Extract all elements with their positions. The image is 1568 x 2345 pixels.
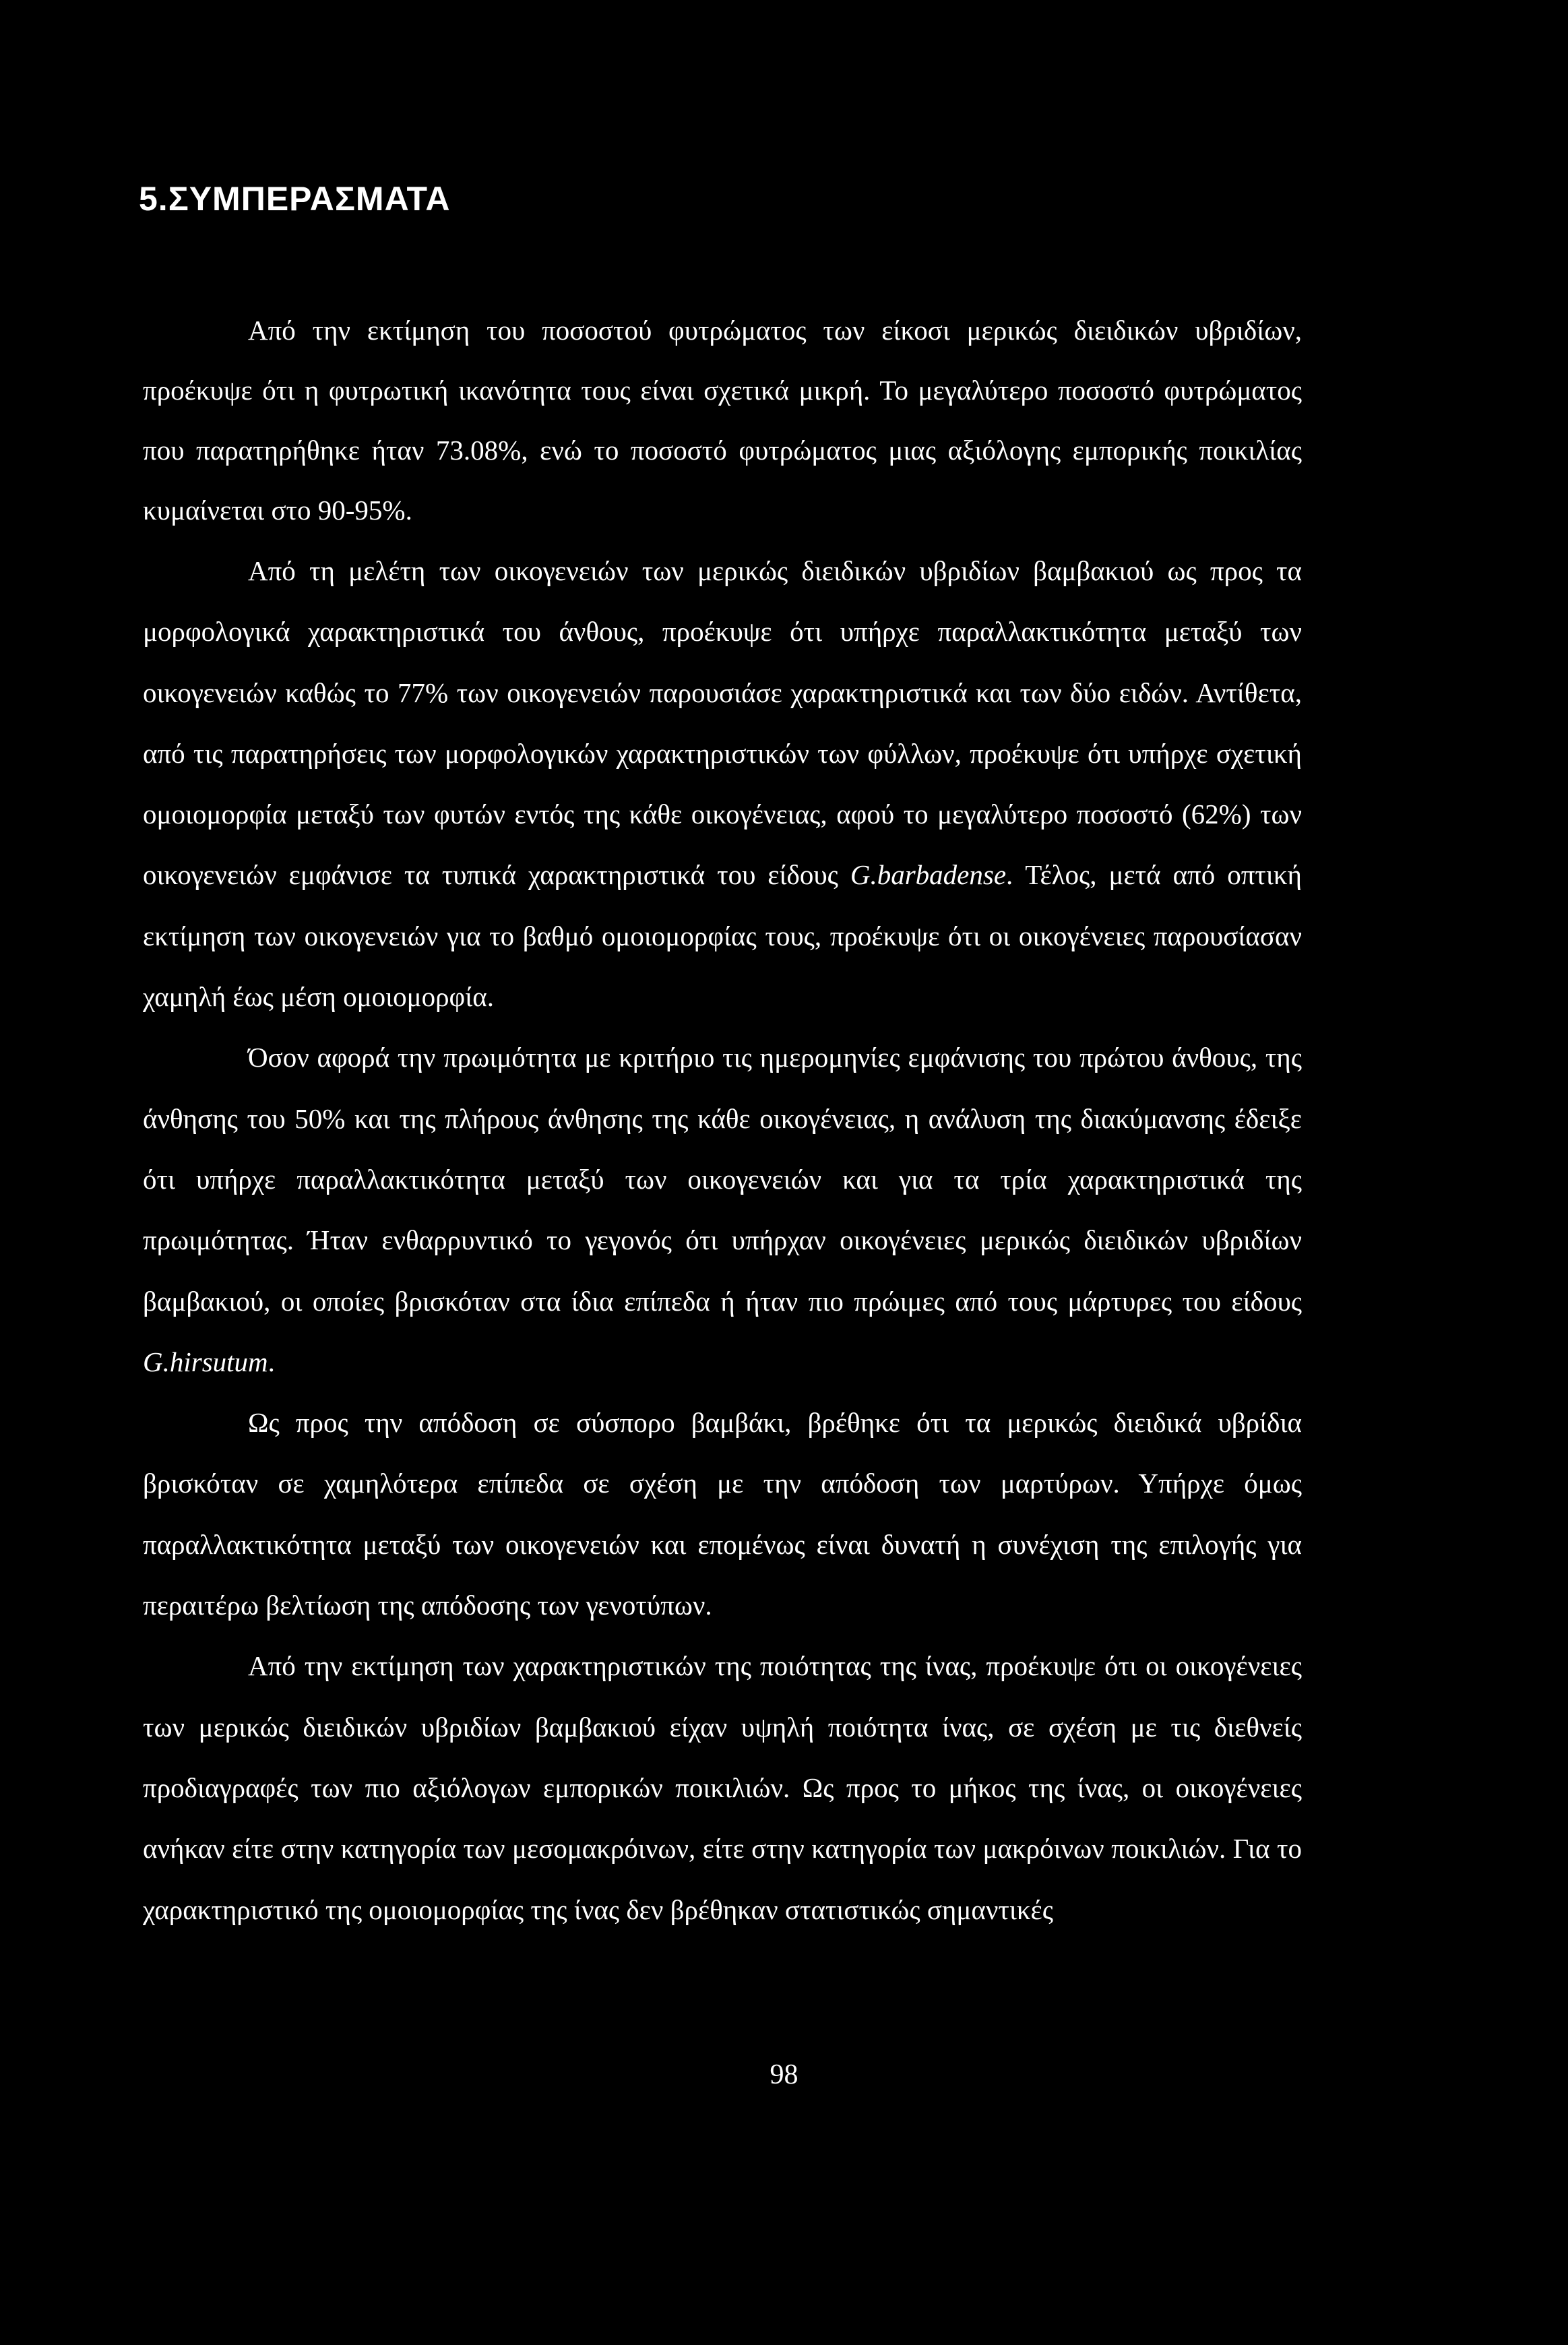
paragraph-text: Από την εκτίμηση του ποσοστού φυτρώματος των είκοσι μερικώς διειδικών υβριδίων, προέκυψε ότι η φυτρωτική ικανότητα τους είναι σχετικά μικρή. Το μεγαλύτερο ποσοστό φυτρώματος που παρατηρήθηκε ήταν 73.08%, ενώ το ποσοστό φυτρώματος μιας αξιόλογης εμπορικής ποικιλίας κυμαίνεται στο 90-95%. (143, 315, 1302, 526)
paragraph-text: . Τέλος, μετά από οπτική εκτίμηση των οικογενειών για το βαθμό ομοιομορφίας τους, προέκυψε ότι οι οικογένειες παρουσίασαν χαμηλή έως μέση ομοιομορφία. (143, 859, 1302, 1013)
paragraph-text: Από την εκτίμηση των χαρακτηριστικών της ποιότητας της ίνας, προέκυψε ότι οι οικογένειες των μερικώς διειδικών υβριδίων βαμβακιού είχαν υψηλή ποιότητα ίνας, σε σχέση με τις διεθνείς προδιαγραφές των πιο αξιόλογων εμπορικών ποικιλιών. Ως προς το μήκος της ίνας, οι οικογένειες ανήκαν είτε στην κατηγορία των μεσομακρόινων, είτε στην κατηγορία των μακρόινων ποικιλιών. Για το χαρακτηριστικό της ομοιομορφίας της ίνας δεν βρέθηκαν στατιστικώς σημαντικές (143, 1650, 1302, 1925)
paragraph-yield (143, 1392, 1302, 1635)
paragraph-text: Όσον αφορά την πρωιμότητα με κριτήριο τις ημερομηνίες εμφάνισης του πρώτου άνθους, της άνθησης του 50% και της πλήρους άνθησης της κάθε οικογένειας, η ανάλυση της διακύμανσης έδειξε ότι υπήρχε παραλλακτικότητα μεταξύ των οικογενειών και για τα τρία χαρακτηριστικά της πρωιμότητας. Ήταν ενθαρρυντικό το γεγονός ότι υπήρχαν οικογένειες μερικώς διειδικών υβριδίων βαμβακιού, οι οποίες βρισκόταν στα ίδια επίπεδα ή ήταν πιο πρώιμες από τους μάρτυρες του είδους (143, 1042, 1302, 1317)
paragraph-earliness (143, 1027, 1302, 1392)
paragraph-morphology (143, 540, 1302, 1027)
paragraph-germination (143, 301, 1302, 540)
paragraph-text: . (268, 1346, 275, 1377)
species-name: G.hirsutum (143, 1346, 268, 1377)
species-name: G.barbadense (850, 859, 1007, 891)
paragraph-text: Από τη μελέτη των οικογενειών των μερικώς διειδικών υβριδίων βαμβακιού ως προς τα μορφολογικά χαρακτηριστικά του άνθους, προέκυψε ότι υπήρχε παραλλακτικότητα μεταξύ των οικογενειών καθώς το 77% των οικογενειών παρουσιάσε χαρακτηριστικά και των δύο ειδών. Αντίθετα, από τις παρατηρήσεις των μορφολογικών χαρακτηριστικών των φύλλων, προέκυψε ότι υπήρχε σχετική ομοιομορφία μεταξύ των φυτών εντός της κάθε οικογένειας, αφού το μεγαλύτερο ποσοστό (62%) των οικογενειών εμφάνισε τα τυπικά χαρακτηριστικά του είδους (143, 555, 1302, 891)
body-text (143, 301, 1302, 1940)
page-number: 98 (770, 2059, 798, 2090)
section-heading: 5.ΣΥΜΠΕΡΑΣΜΑΤΑ (139, 180, 451, 218)
paragraph-text: Ως προς την απόδοση σε σύσπορο βαμβάκι, βρέθηκε ότι τα μερικώς διειδικά υβρίδια βρισκόταν σε χαμηλότερα επίπεδα σε σχέση με την απόδοση των μαρτύρων. Υπήρχε όμως παραλλακτικότητα μεταξύ των οικογενειών και επομένως είναι δυνατή η συνέχιση της επιλογής για περαιτέρω βελτίωση της απόδοσης των γενοτύπων. (143, 1407, 1302, 1621)
paragraph-fiber-quality (143, 1635, 1302, 1939)
